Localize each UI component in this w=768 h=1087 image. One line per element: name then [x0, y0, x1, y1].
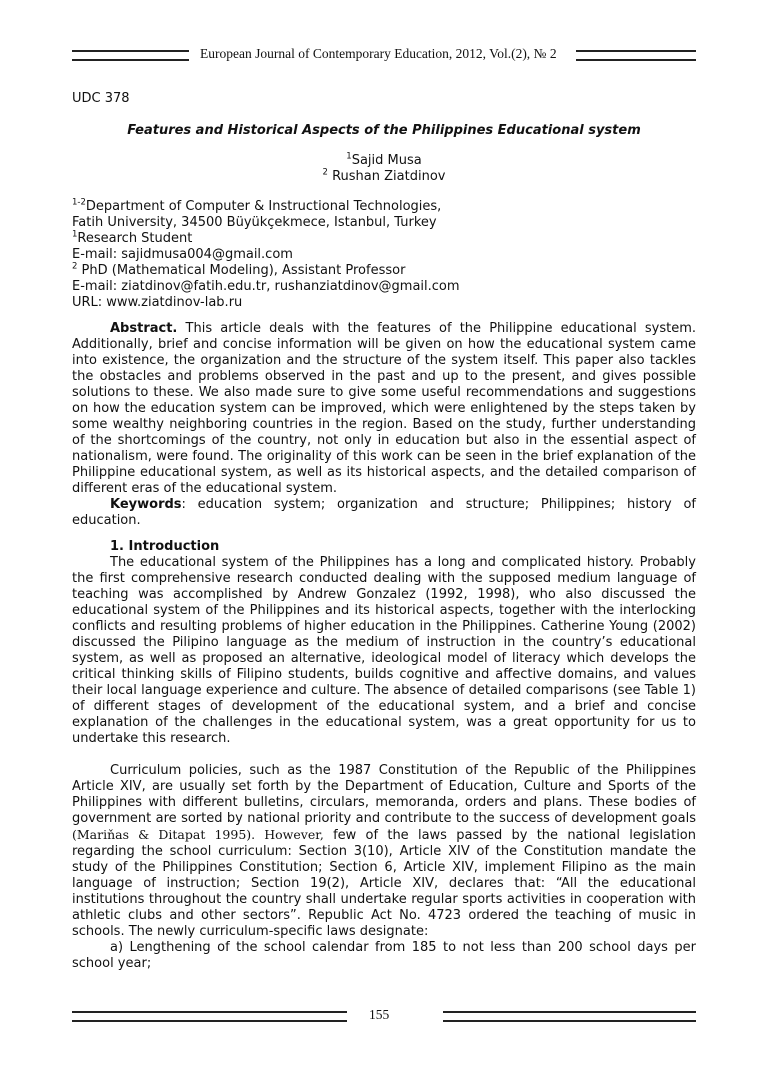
email-text: E-mail: ziatdinov@fatih.edu.tr, rushanziatdinov@gmail.com: [72, 279, 460, 294]
affiliation-text: PhD (Mathematical Modeling), Assistant Professor: [77, 263, 406, 278]
affiliation-line: [72, 199, 696, 215]
abstract-text: This article deals with the features of the Philippine educational system. Additionally, brief and concise information will be given on how the educational system came into existence, the organization and the structure of the system itself. This paper also tackles the obstacles and problems observed in the past and up to the present, and gives possible solutions to these. We also made sure to give some useful recommendations and suggestions on how the education system can be improved, which were enlightened by the steps taken by some wealthy neighboring countries in the region. Based on the study, further understanding of the shortcomings of the country, not only in education but also in the essential aspect of nationalism, were found. The originality of this work can be seen in the brief explanation of the Philippine educational system, as well as its historical aspects, and the detailed comparison of different eras of the educational system.: [72, 321, 696, 496]
affiliation-text: Research Student: [77, 231, 193, 246]
running-header: [72, 44, 696, 68]
keywords-text: : education system; organization and structure; Philippines; history of education.: [72, 497, 696, 528]
affiliation-sup: 1: [72, 229, 78, 240]
author-sup: 1: [346, 151, 352, 162]
author: [72, 169, 696, 185]
intro-paragraph-1: The educational system of the Philippines has a long and complicated history. Probably the first comprehensive research conducted dealing with the supposed medium language of teaching was accomplished by Andrew Gonzalez (1992, 1998), who also discussed the educational system of the Philippines and its historical aspects, together with the interlocking conflicts and resulting problems of higher education in the Philippines. Catherine Young (2002) discussed the Pilipino language as the medium of instruction in the country’s educational system, as well as proposed an alternative, ideological model of literacy which develops the critical thinking skills of Filipino students, builds cognitive and affective domains, and values their local language experience and culture. The absence of detailed comparisons (see Table 1) of different stages of development of the educational system, and a brief and concise explanation of the challenges in the educational system, was a great opportunity for us to undertake this research.: [72, 555, 696, 746]
header-rule-right: [576, 50, 696, 61]
keywords-paragraph: [72, 497, 696, 529]
page-body: [72, 91, 696, 972]
paragraph-text: few of the laws passed by the national legislation regarding the school curriculum: Section 3(10), Article XIV of the Constitution mandate the study of the Philippines Constitution; Section 6, Article XIV, implement Filipino as the main language of instruction; Section 19(2), Article XIV, declares that: “All the educational institutions throughout the country shall undertake regular sports activities in cooperation with athletic clubs and other sectors”. Republic Act No. 4723 ordered the teaching of music in schools. The newly curriculum-specific laws designate:: [72, 828, 697, 939]
intro-paragraph-3: a) Lengthening of the school calendar from 185 to not less than 200 school days per school year;: [72, 940, 696, 971]
affiliation-line: [72, 279, 696, 295]
author-name: Rushan Ziatdinov: [332, 169, 446, 184]
paragraph-gap: [72, 747, 696, 763]
author: [72, 153, 696, 169]
author-sup: 2: [322, 167, 328, 178]
affiliation-line: [72, 215, 696, 231]
affiliation-sup: 2: [72, 261, 78, 272]
paragraph-text: Curriculum policies, such as the 1987 Constitution of the Republic of the Philippines Article XIV, are usually set forth by the Department of Education, Culture and Sports of the Philippines with different bulletins, circulars, memoranda, orders and plans. These bodies of government are sorted by national priority and contribute to the success of development goals: [72, 763, 696, 826]
affiliation-line: [72, 263, 696, 279]
intro-paragraph-2: [72, 763, 696, 940]
abstract-paragraph: [72, 321, 696, 497]
url-text: URL: www.ziatdinov-lab.ru: [72, 295, 243, 310]
journal-citation: European Journal of Contemporary Education, 2012, Vol.(2), № 2: [200, 46, 557, 61]
header-rule-left: [72, 50, 189, 61]
keywords-label: Keywords: [110, 497, 182, 512]
page-number: 155: [369, 1007, 390, 1022]
affiliations: [72, 199, 696, 311]
footer-rule-left: [72, 1011, 347, 1022]
footer-rule-right: [443, 1011, 696, 1022]
section-heading: 1. Introduction: [110, 539, 220, 554]
affiliation-line: [72, 295, 696, 311]
affiliation-text: Fatih University, 34500 Büyükçekmece, Istanbul, Turkey: [72, 215, 437, 230]
affiliation-line: [72, 247, 696, 263]
page-footer: [72, 1006, 696, 1030]
author-list: [72, 153, 696, 185]
author-name: Sajid Musa: [351, 153, 422, 168]
affiliation-sup: 1-2: [72, 197, 86, 208]
paper-title: Features and Historical Aspects of the Philippines Educational system: [127, 123, 641, 138]
affiliation-text: Department of Computer & Instructional Technologies,: [85, 199, 442, 214]
udc-code: UDC 378: [72, 91, 130, 106]
citation-text: (Mariňas & Ditapat 1995). However,: [72, 827, 324, 842]
affiliation-line: [72, 231, 696, 247]
email-text: E-mail: sajidmusa004@gmail.com: [72, 247, 293, 262]
abstract-label: Abstract.: [110, 321, 178, 336]
